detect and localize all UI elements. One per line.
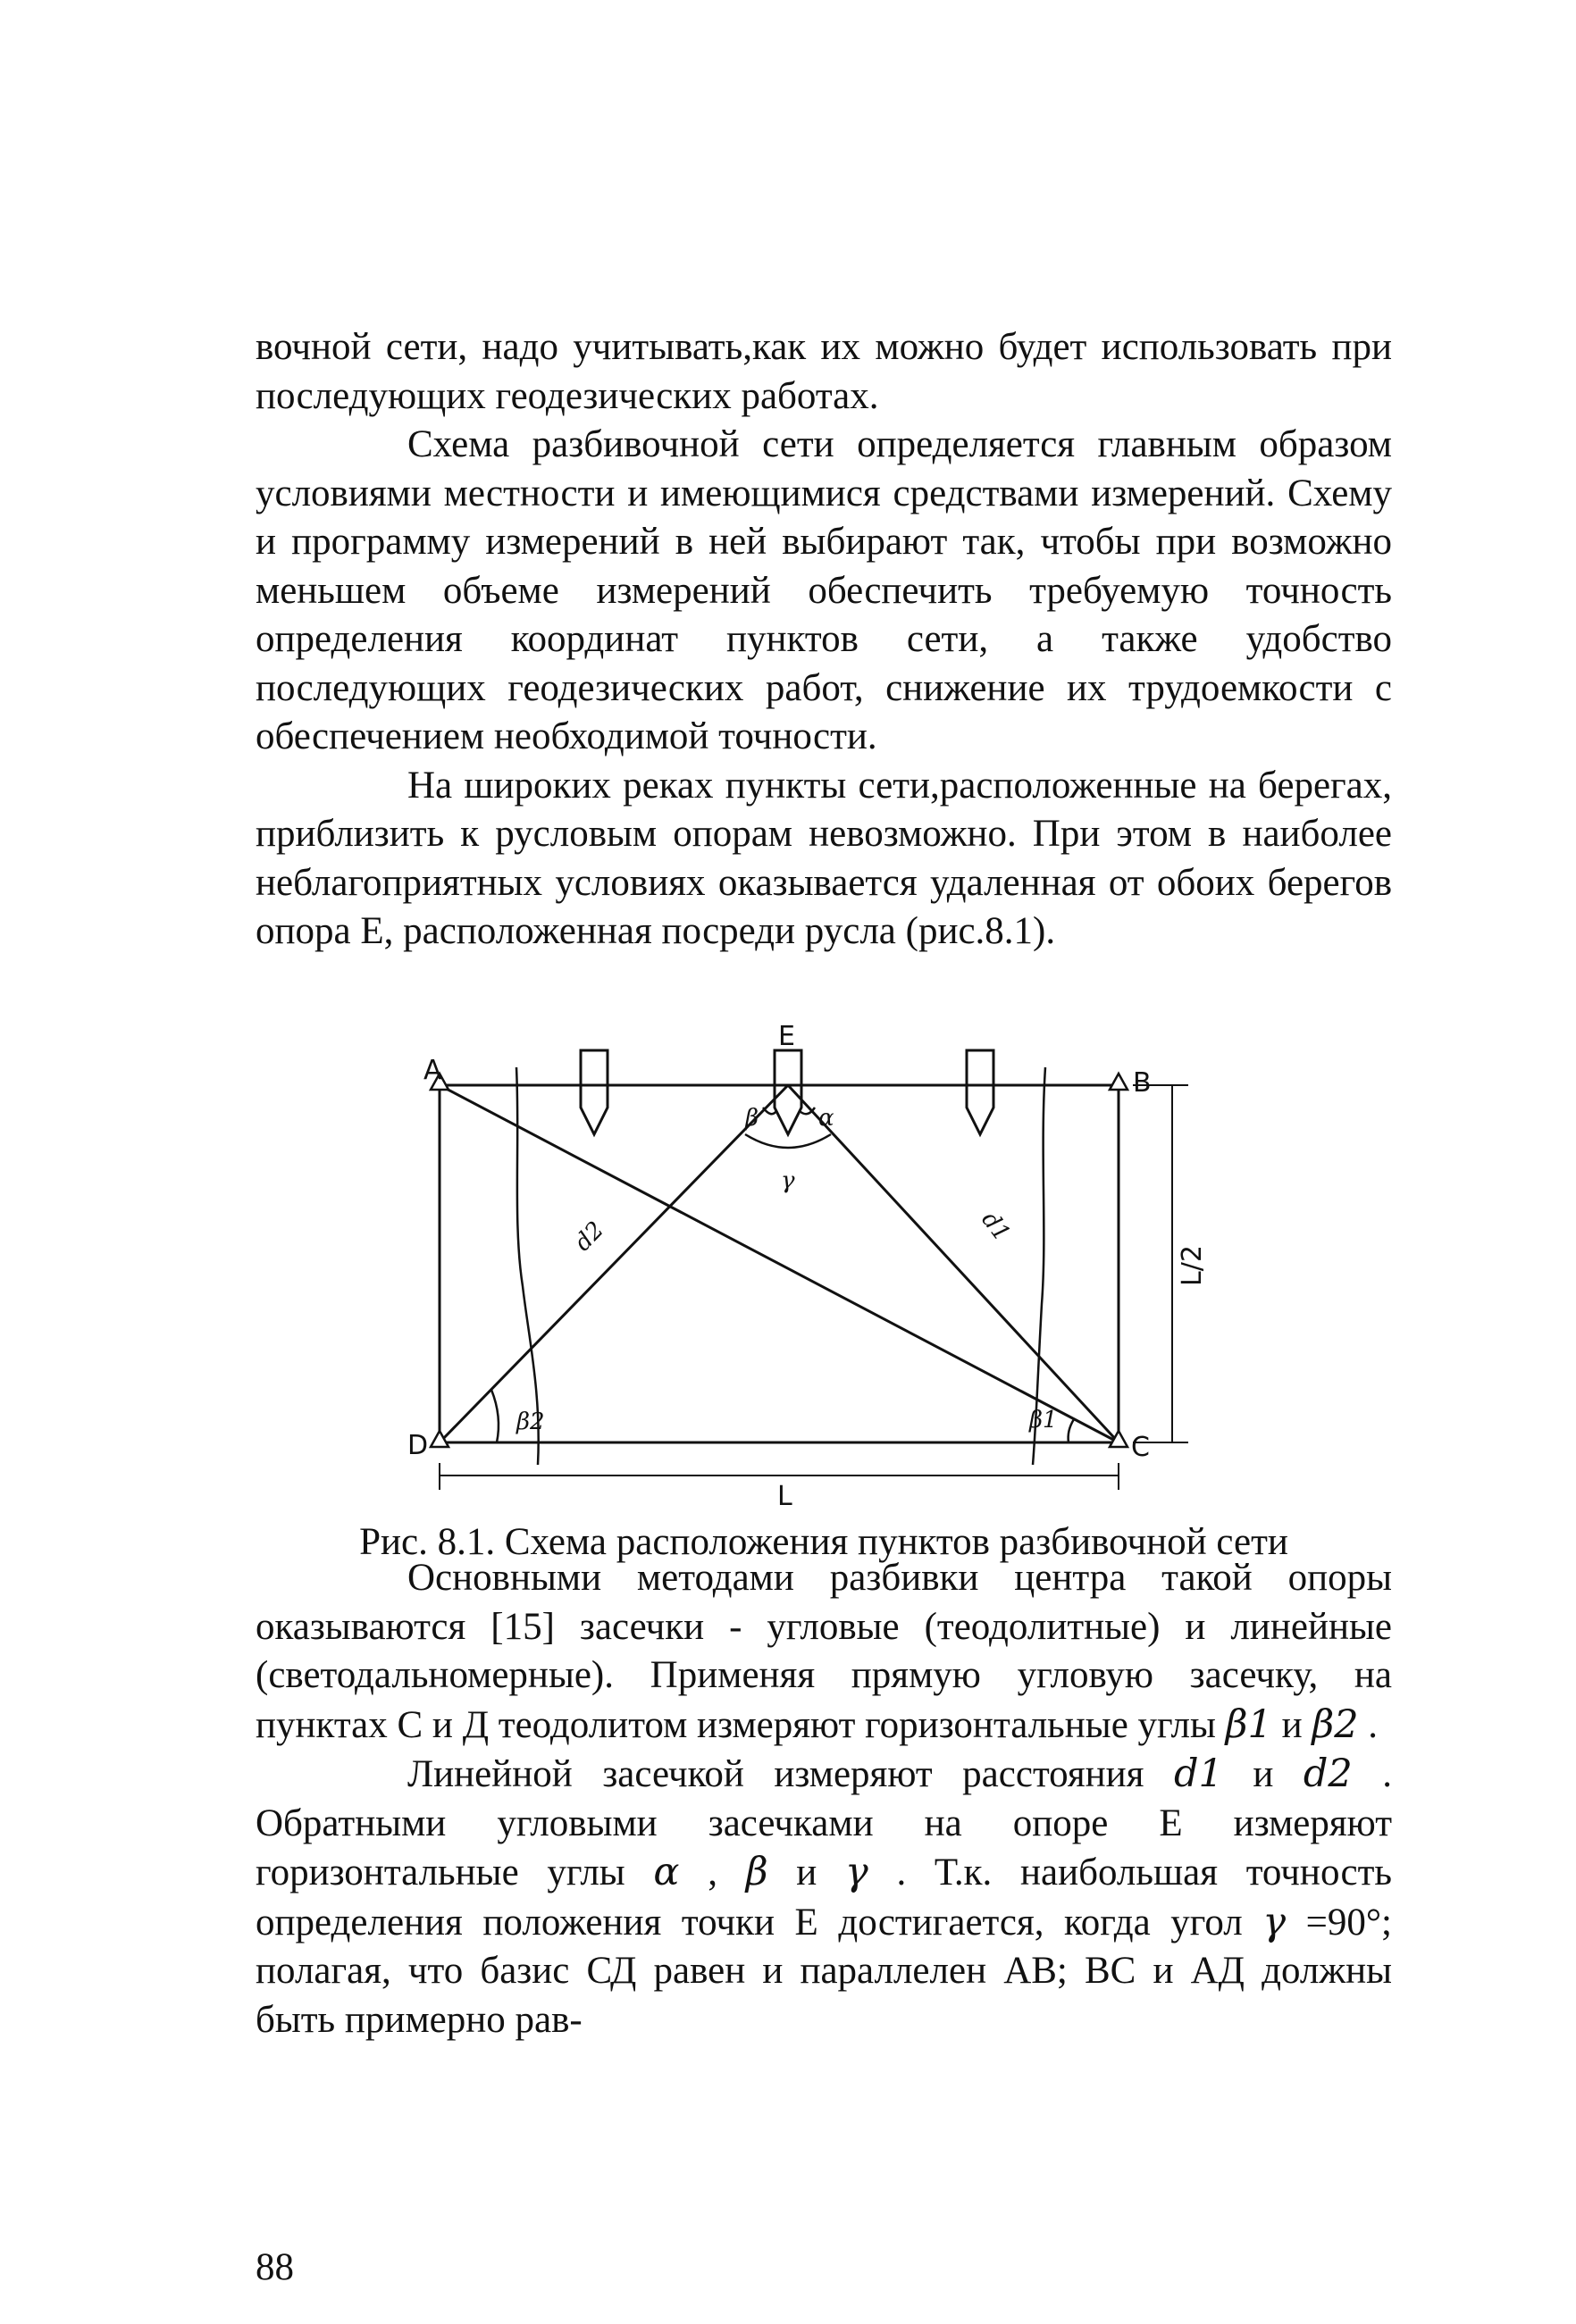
symbol-d1: d1	[1173, 1751, 1223, 1796]
label-beta: β	[745, 1105, 759, 1132]
paragraph-3: На широких реках пункты сети,расположенные на берегах, приблизить к русловым опорам невозможно. При этом в наиболее неблагоприятных условиях оказывается удаленная от обоих берегов опора Е, расположенная посреди русла (рис.8.1).	[256, 764, 1392, 952]
paragraph-5: Линейной засечкой измеряют расстояния d1 и d2 . Обратными угловыми засечками на опоре Е измеряют горизонтальные углы α , β и γ . Т.к. наибольшая точность определения положения точки Е достигается, когда угол γ =90°; полагая, что базис СД равен и параллелен АВ; ВС и АД должны быть примерно рав-	[256, 1751, 1393, 2041]
label-b: B	[1133, 1067, 1152, 1099]
pier-right	[967, 1050, 993, 1134]
label-a: A	[423, 1055, 442, 1086]
label-beta1: β1	[1029, 1407, 1058, 1434]
label-l-half: L/2	[1177, 1245, 1208, 1286]
line-de	[440, 1085, 788, 1442]
label-d: D	[407, 1430, 429, 1461]
symbol-alpha: α	[653, 1850, 680, 1894]
label-d2: d2	[569, 1216, 610, 1257]
pier-left	[581, 1050, 608, 1134]
beta1-arc	[1069, 1419, 1074, 1442]
label-d1: d1	[976, 1207, 1016, 1247]
paragraph-1: вочной сети, надо учитывать,как их можно будет использовать при последующих геодезических работах.	[256, 326, 1392, 417]
line-ec	[788, 1085, 1119, 1442]
symbol-gamma: γ	[845, 1850, 868, 1894]
figure-8-1	[384, 1018, 1260, 1536]
symbol-gamma-2: γ	[1262, 1899, 1287, 1944]
network-diagram	[384, 1018, 1260, 1536]
label-beta2: β2	[516, 1409, 545, 1435]
symbol-beta2: β2	[1312, 1701, 1359, 1747]
label-alpha: α	[818, 1105, 834, 1132]
river-bank-right	[1033, 1067, 1045, 1465]
label-e: E	[778, 1021, 795, 1052]
body-text-top	[256, 323, 1392, 957]
beta2-arc	[491, 1390, 499, 1442]
label-c: C	[1131, 1432, 1150, 1463]
body-text-bottom	[256, 1554, 1392, 2044]
symbol-beta1: β1	[1225, 1701, 1272, 1747]
paragraph-4: Основными методами разбивки центра такой опоры оказываются [15] засечки - угловые (теодолитные) и линейные (светодальномерные). Применяя прямую угловую засечку, на пунктах С и Д теодолитом измеряют горизонтальные углы β1 и β2 .	[256, 1557, 1392, 1747]
label-gamma: γ	[781, 1167, 795, 1194]
line-ac	[440, 1085, 1119, 1442]
figure-caption: Рис. 8.1. Схема расположения пунктов разбивочной сети	[359, 1521, 1288, 1563]
station-d	[431, 1431, 448, 1447]
label-l: L	[777, 1481, 792, 1512]
symbol-beta: β	[745, 1850, 768, 1894]
paragraph-2: Схема разбивочной сети определяется главным образом условиями местности и имеющимися средствами измерений. Схему и программу измерений в ней выбирают так, чтобы при возможно меньшем объеме измерений обеспечить требуемую точность определения координат пунктов сети, а также удобство последующих геодезических работ, снижение их трудоемкости с обеспечением необходимой точности.	[256, 423, 1392, 757]
pier-e	[775, 1050, 801, 1134]
symbol-d2: d2	[1303, 1751, 1353, 1796]
station-b	[1110, 1074, 1128, 1090]
page-number: 88	[256, 2246, 294, 2288]
